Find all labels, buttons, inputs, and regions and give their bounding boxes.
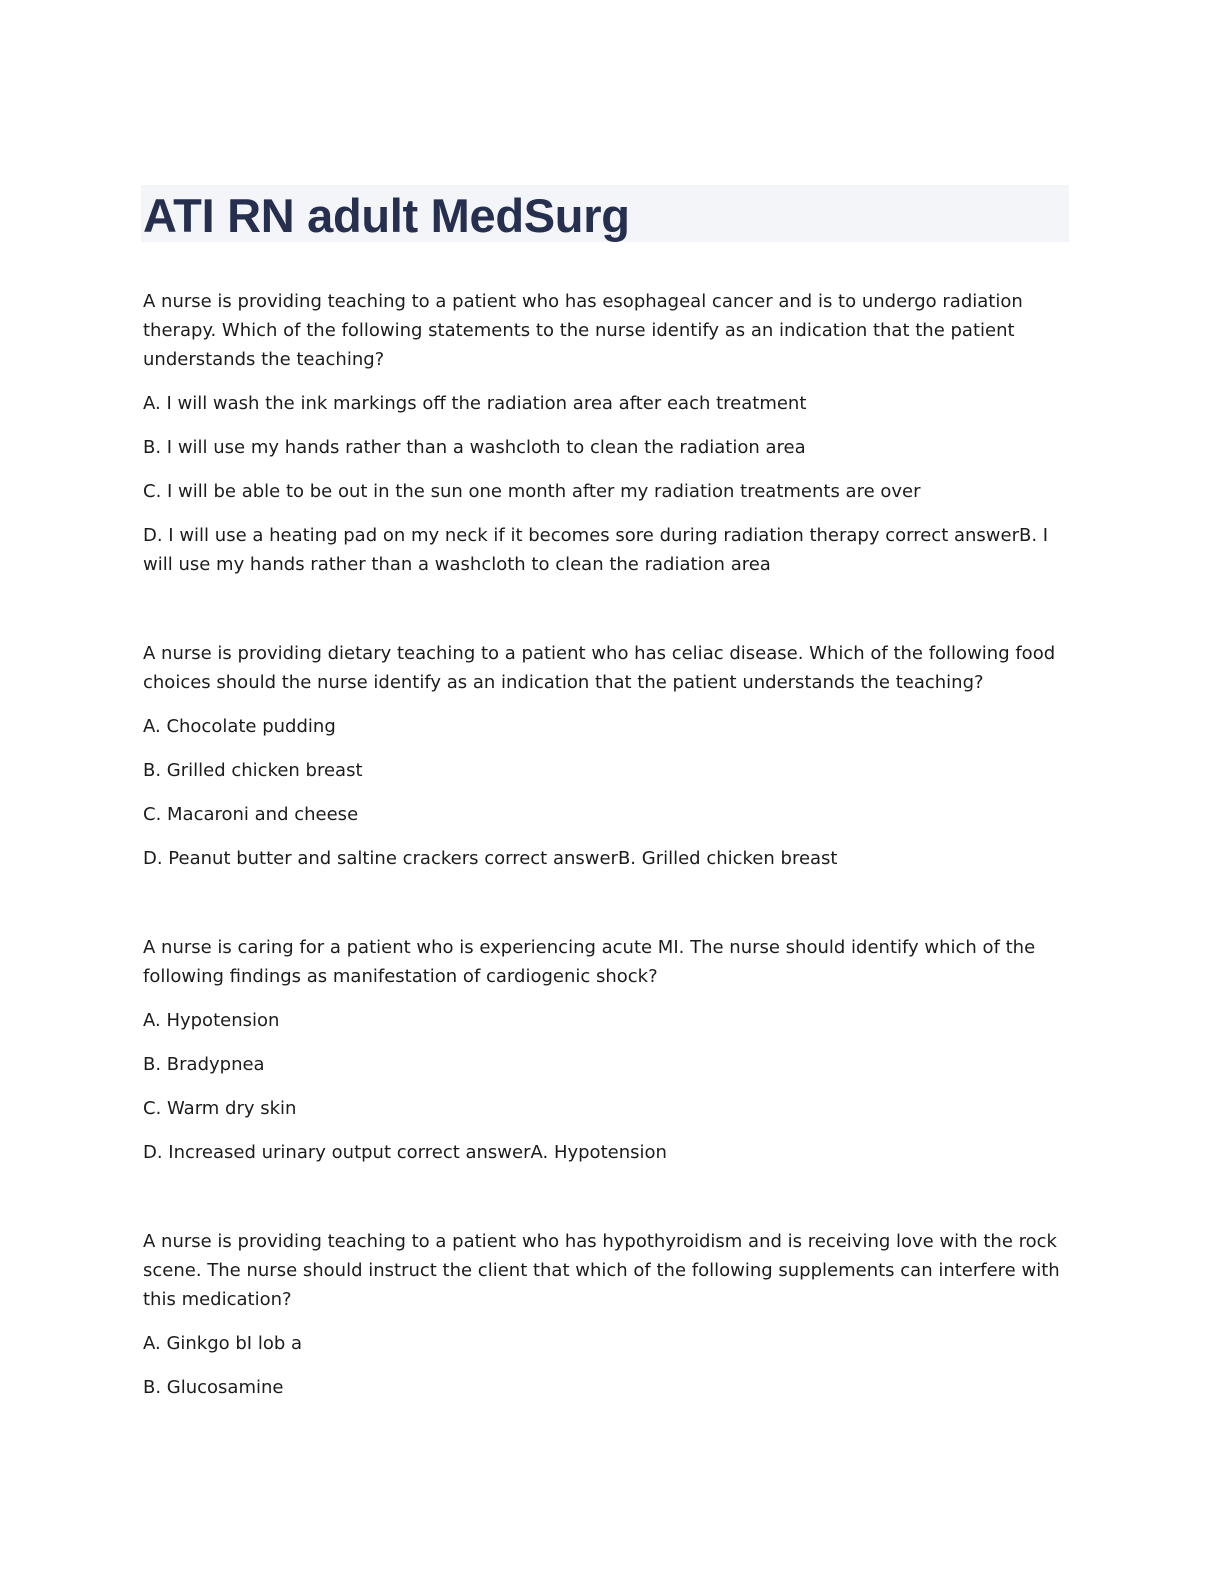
question-stem: A nurse is providing teaching to a patient who has esophageal cancer and is to undergo radiation therapy. Which of the following statements to the nurse identify as an indication that the patient understands the teaching?: [143, 291, 1023, 370]
option-a: A. I will wash the ink markings off the radiation area after each treatment: [143, 393, 807, 414]
option-a: A. Hypotension: [143, 1010, 280, 1031]
option-c: C. Macaroni and cheese: [143, 804, 359, 825]
page-title: ATI RN adult MedSurg: [143, 189, 630, 242]
question-4: [143, 1227, 1068, 1402]
option-b: B. Bradypnea: [143, 1054, 265, 1075]
option-b: B. Grilled chicken breast: [143, 760, 363, 781]
option-a: A. Chocolate pudding: [143, 716, 336, 737]
question-list: [143, 287, 1068, 1402]
option-a: A. Ginkgo bI lob a: [143, 1333, 303, 1354]
question-stem: A nurse is providing teaching to a patient who has hypothyroidism and is receiving love with the rock scene. The nurse should instruct the client that which of the following supplements can interfere with this medication?: [143, 1231, 1060, 1310]
option-b: B. Glucosamine: [143, 1377, 284, 1398]
question-stem: A nurse is caring for a patient who is experiencing acute MI. The nurse should identify which of the following findings as manifestation of cardiogenic shock?: [143, 937, 1036, 987]
question-1: [143, 287, 1068, 579]
title-banner: [141, 185, 1069, 242]
option-c: C. I will be able to be out in the sun one month after my radiation treatments are over: [143, 481, 921, 502]
option-d-with-answer: D. Peanut butter and saltine crackers correct answerB. Grilled chicken breast: [143, 848, 838, 869]
option-c: C. Warm dry skin: [143, 1098, 297, 1119]
option-b: B. I will use my hands rather than a washcloth to clean the radiation area: [143, 437, 806, 458]
option-d-with-answer: D. I will use a heating pad on my neck if it becomes sore during radiation therapy correct answerB. I will use my hands rather than a washcloth to clean the radiation area: [143, 525, 1049, 575]
option-d-with-answer: D. Increased urinary output correct answerA. Hypotension: [143, 1142, 667, 1163]
question-2: [143, 639, 1068, 873]
question-stem: A nurse is providing dietary teaching to a patient who has celiac disease. Which of the following food choices should the nurse identify as an indication that the patient understands the teaching?: [143, 643, 1056, 693]
question-3: [143, 933, 1068, 1167]
